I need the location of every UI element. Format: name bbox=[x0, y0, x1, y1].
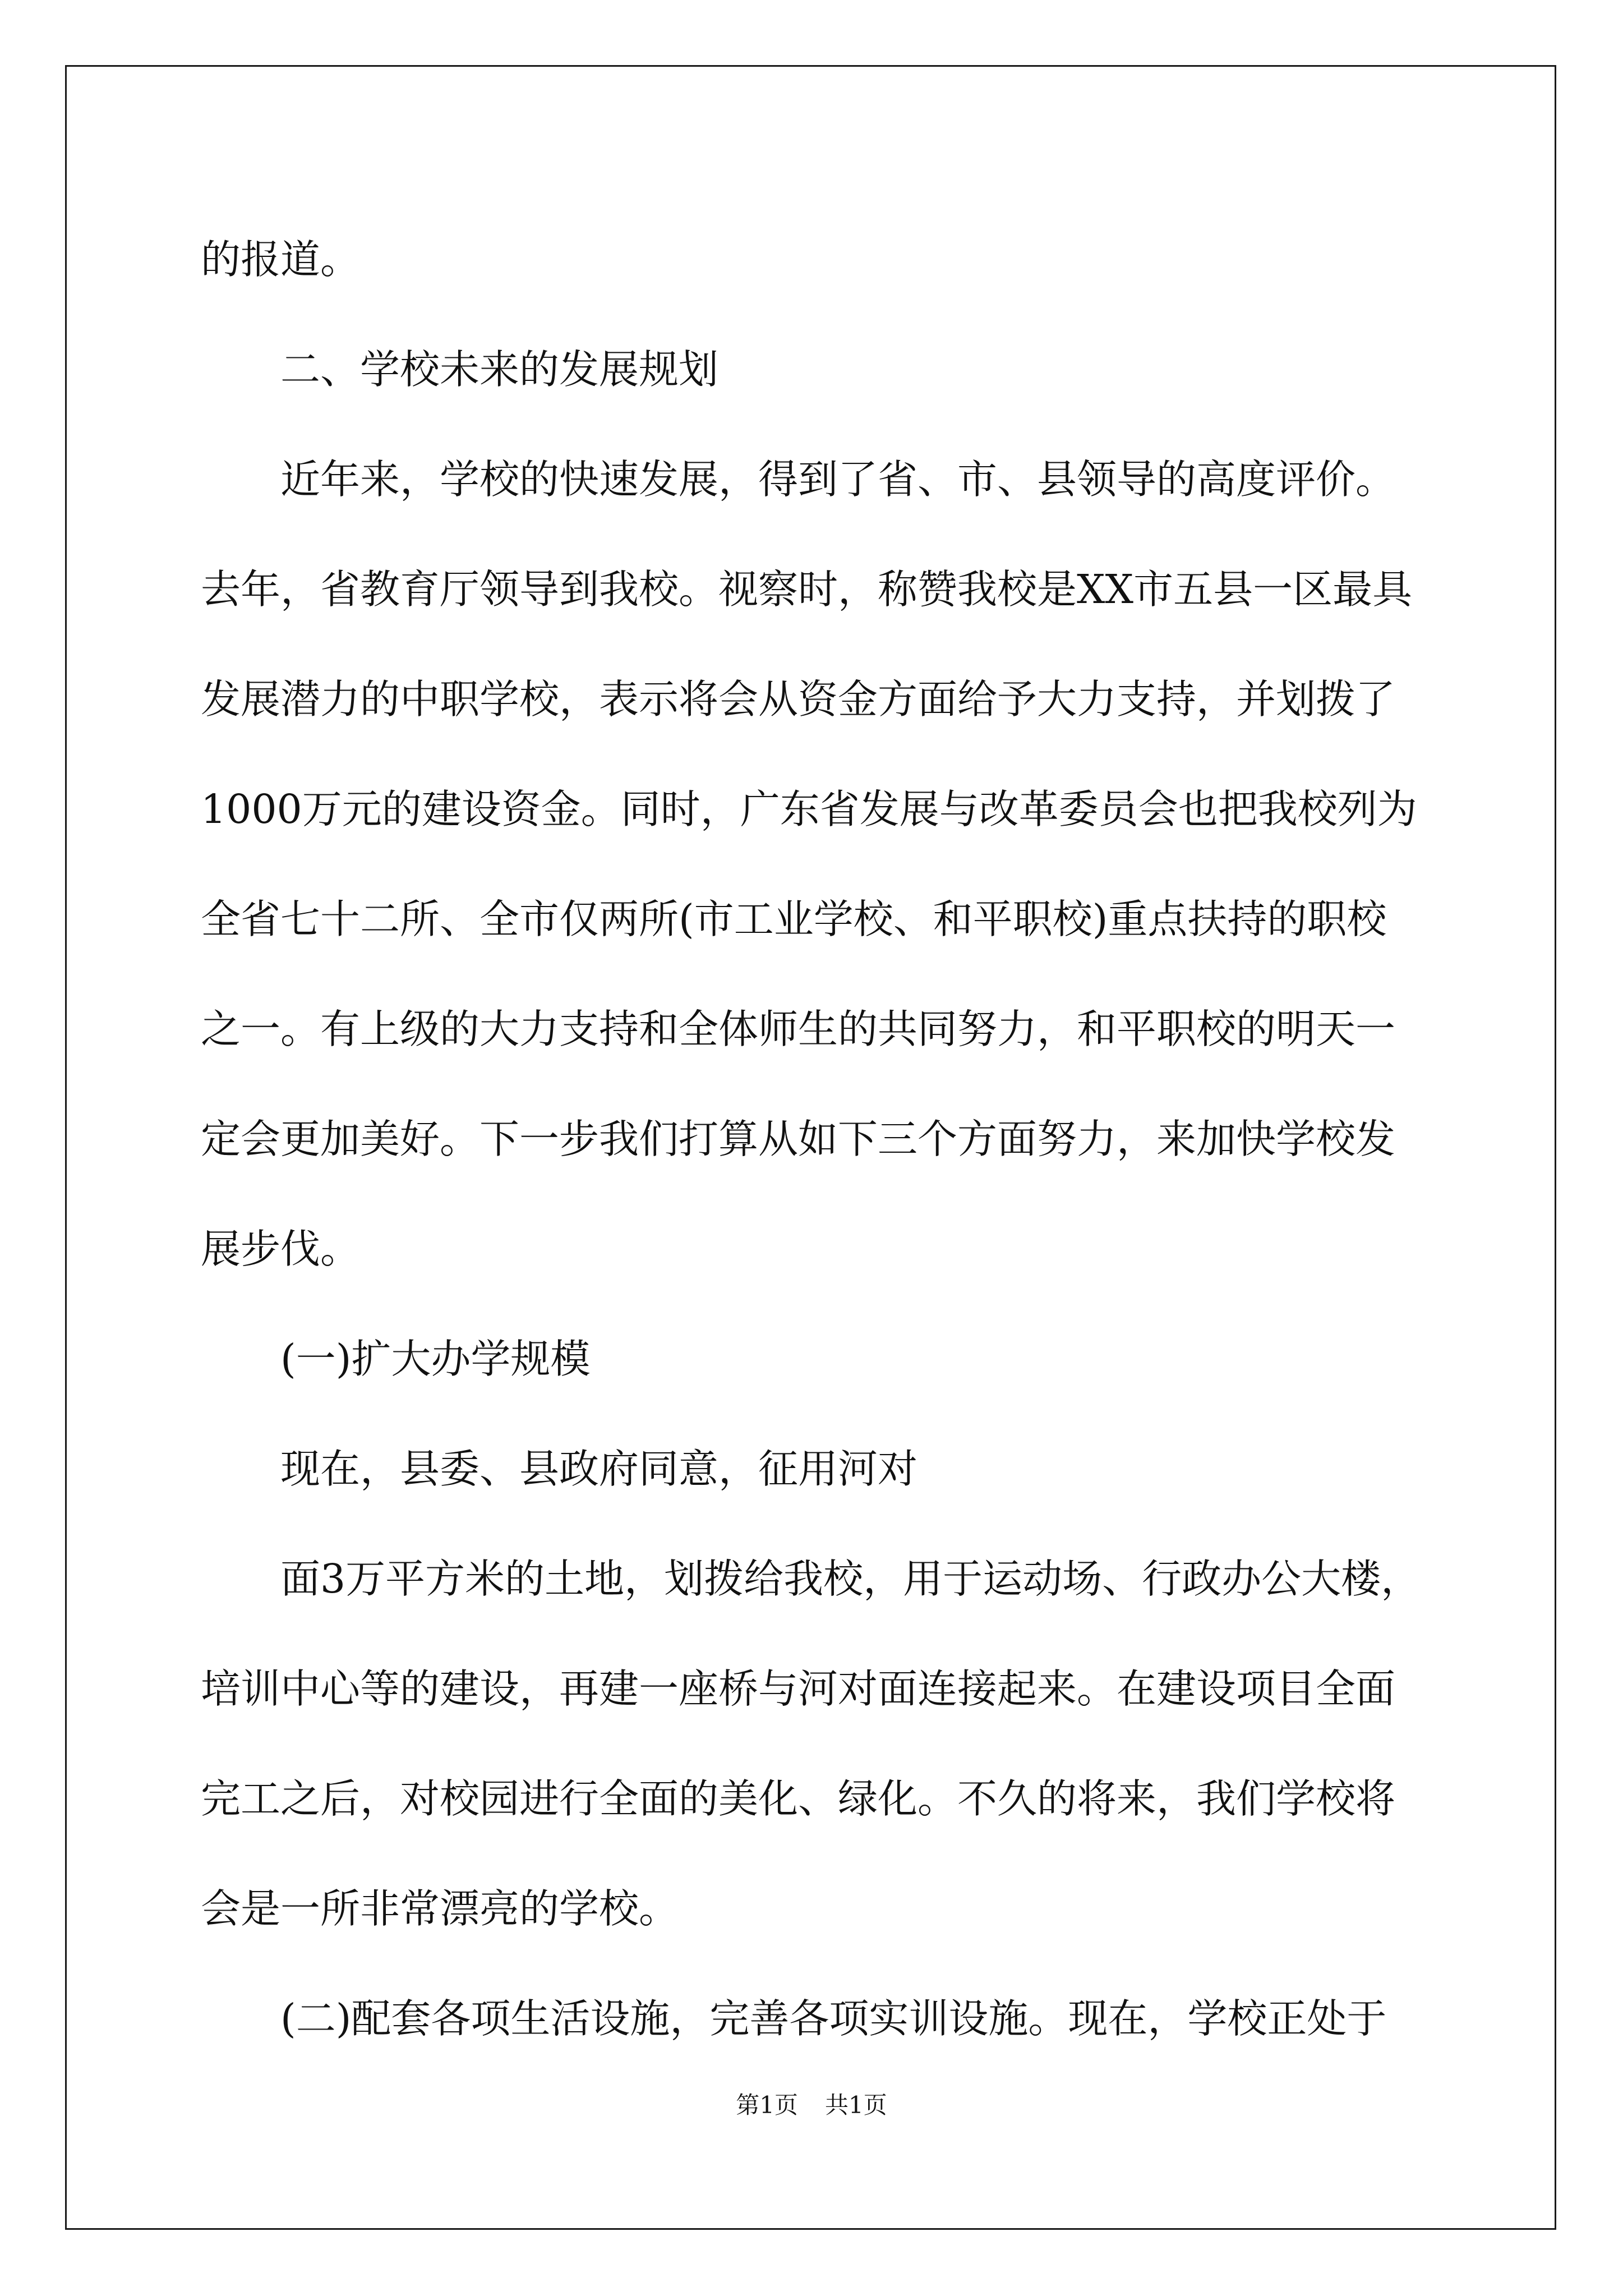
section-heading: 二、学校未来的发展规划 bbox=[201, 346, 719, 393]
text-line: 全省七十二所、全市仅两所(市工业学校、和平职校)重点扶持的职校 bbox=[201, 896, 1387, 942]
text-line: 完工之后，对校园进行全面的美化、绿化。不久的将来，我们学校将 bbox=[201, 1775, 1396, 1822]
text-line: 展步伐。 bbox=[201, 1226, 361, 1272]
text-line: 1000万元的建设资金。同时，广东省发展与改革委员会也把我校列为 bbox=[201, 786, 1417, 832]
subsection-heading: (一)扩大办学规模 bbox=[201, 1336, 591, 1382]
text-line: 会是一所非常漂亮的学校。 bbox=[201, 1885, 679, 1932]
text-line: (二)配套各项生活设施，完善各项实训设施。现在，学校正处于 bbox=[201, 1995, 1387, 2042]
page-number: 第1页 bbox=[736, 2091, 798, 2119]
page-total: 共1页 bbox=[825, 2091, 887, 2119]
text-line: 的报道。 bbox=[201, 236, 361, 283]
text-line: 之一。有上级的大力支持和全体师生的共同努力，和平职校的明天一 bbox=[201, 1006, 1396, 1052]
text-line: 面3万平方米的土地，划拨给我校，用于运动场、行政办公大楼， bbox=[201, 1556, 1421, 1602]
text-line: 培训中心等的建设，再建一座桥与河对面连接起来。在建设项目全面 bbox=[201, 1665, 1396, 1712]
page-footer bbox=[0, 2087, 1623, 2120]
text-line: 定会更加美好。下一步我们打算从如下三个方面努力，来加快学校发 bbox=[201, 1116, 1396, 1162]
text-line: 近年来，学校的快速发展，得到了省、市、县领导的高度评价。 bbox=[201, 456, 1396, 503]
text-line: 去年，省教育厅领导到我校。视察时，称赞我校是XX市五县一区最具 bbox=[201, 566, 1413, 613]
document-body bbox=[201, 205, 1446, 2074]
text-line: 现在，县委、县政府同意，征用河对 bbox=[201, 1446, 918, 1492]
text-line: 发展潜力的中职学校，表示将会从资金方面给予大力支持，并划拨了 bbox=[201, 676, 1396, 723]
